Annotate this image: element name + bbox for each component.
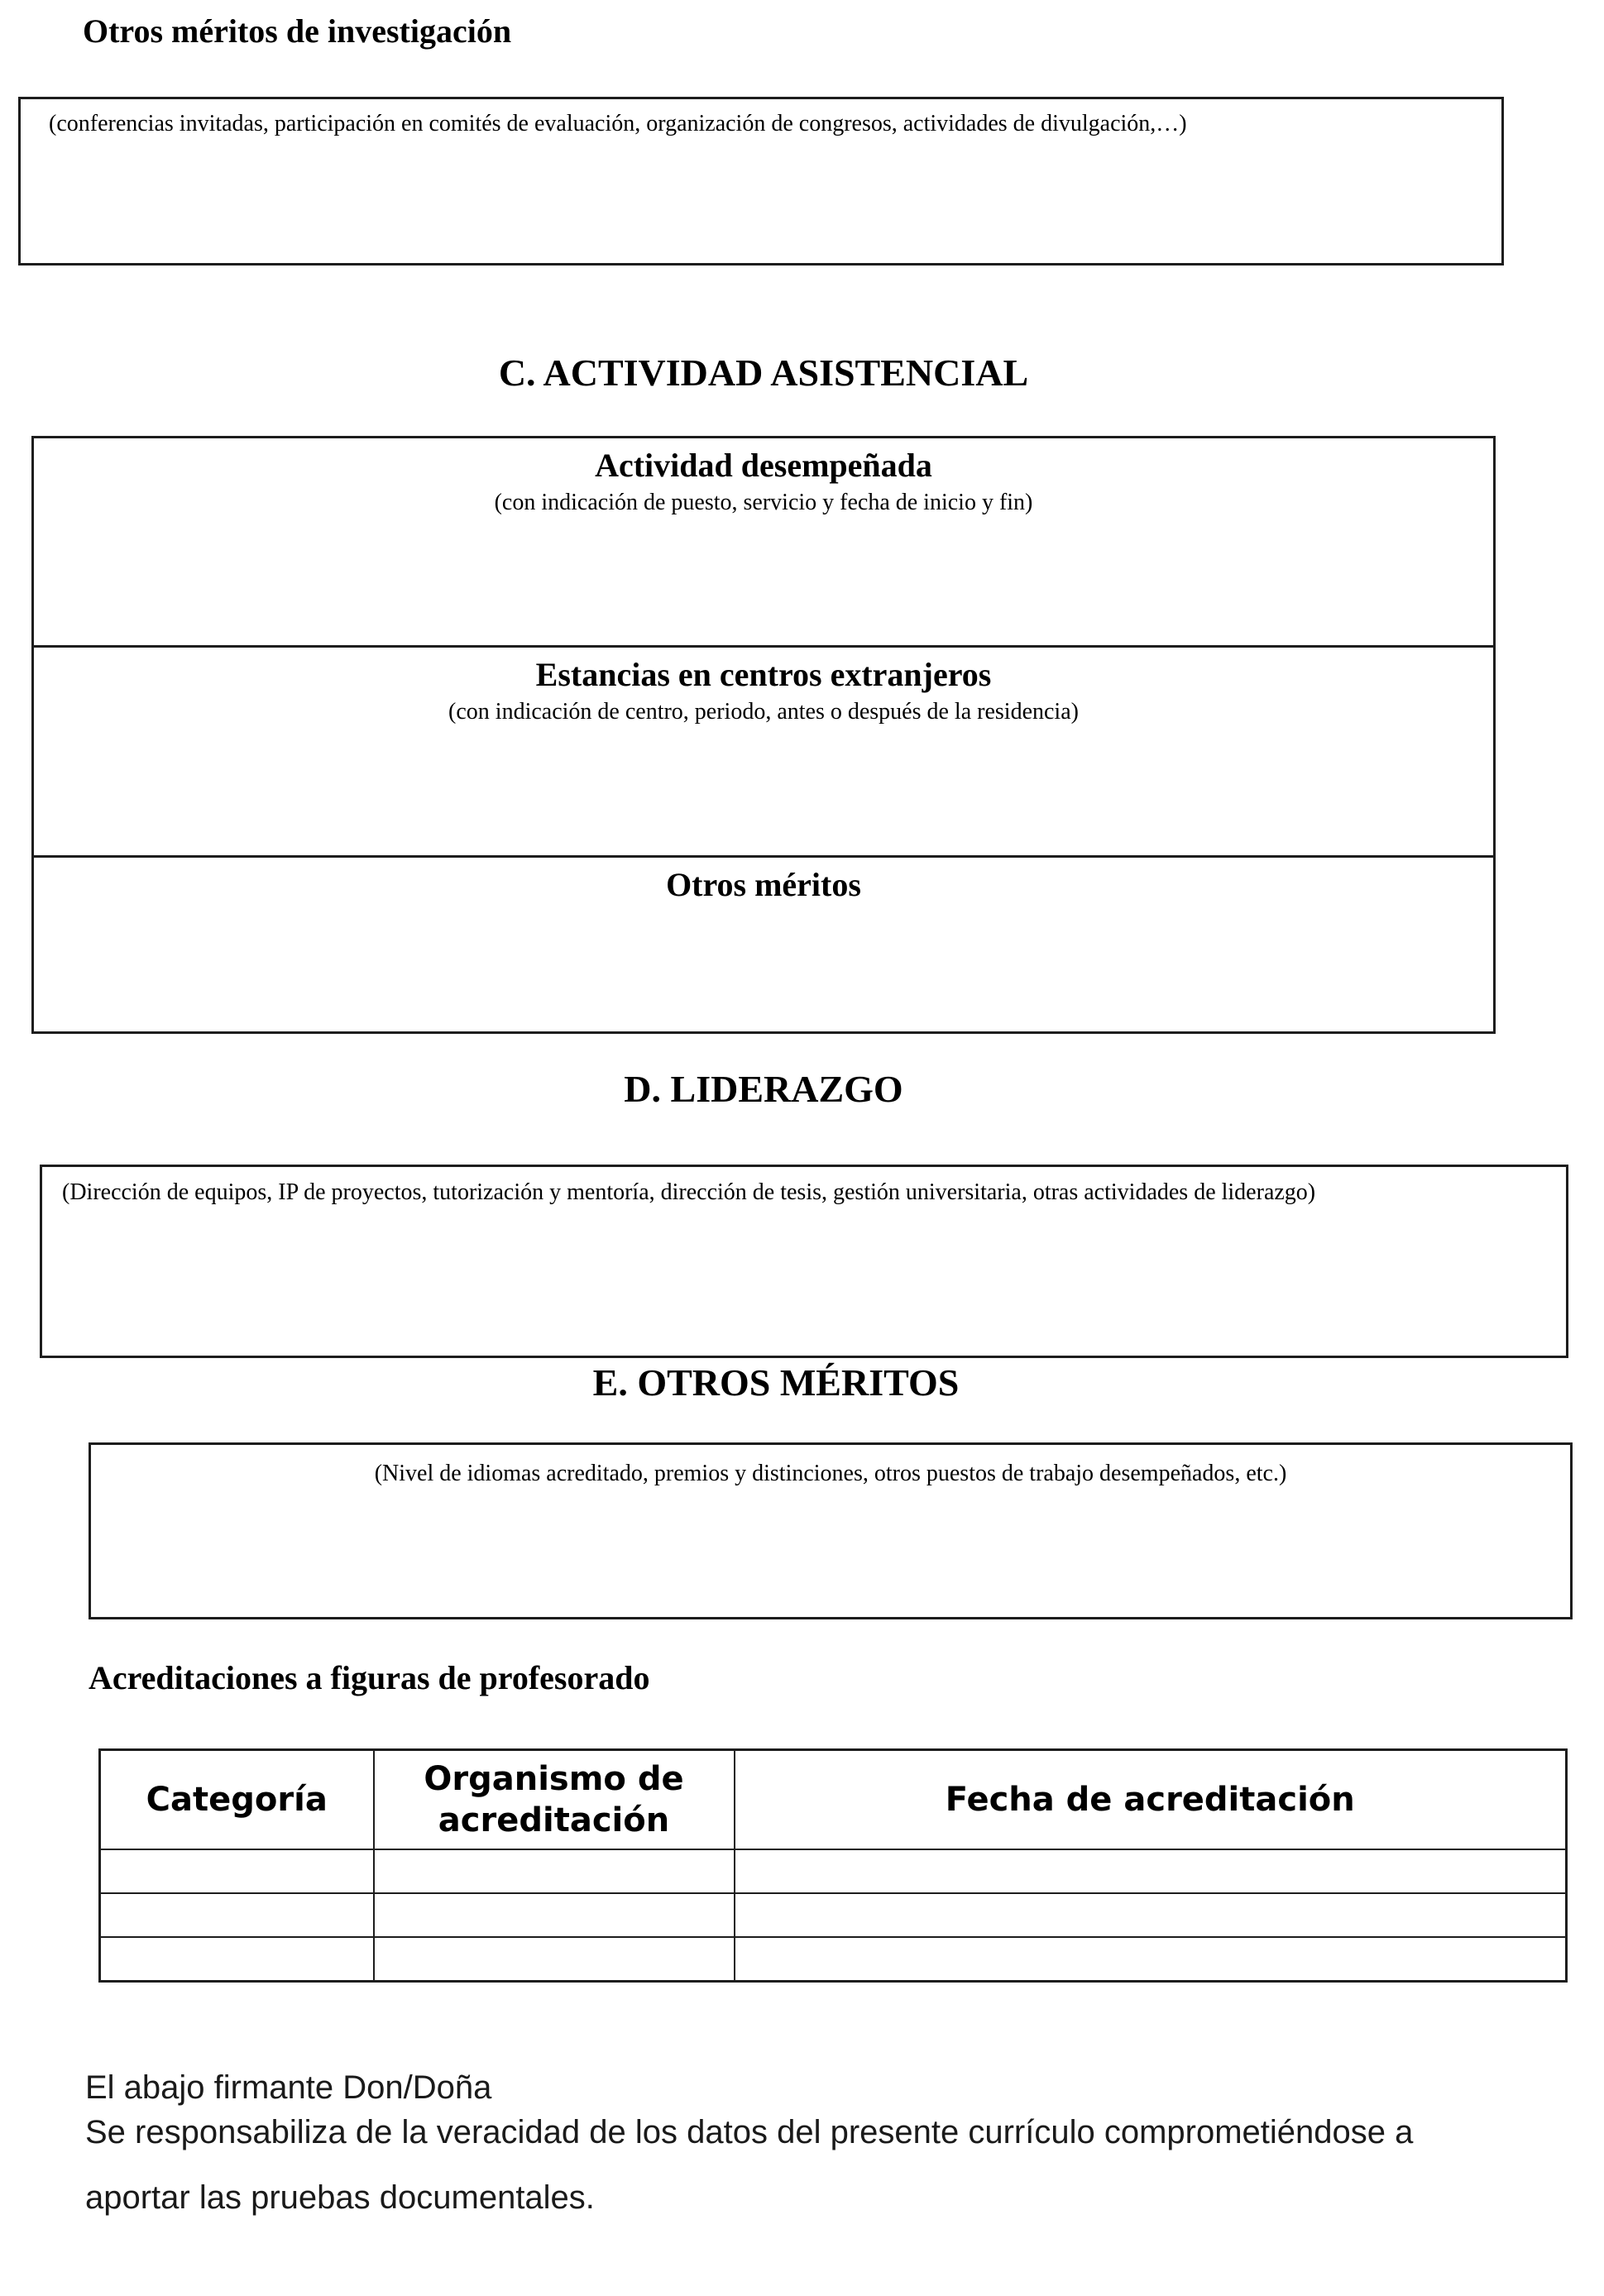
table-cell bbox=[100, 1937, 374, 1982]
otros-meritos-hint: (Nivel de idiomas acreditado, premios y distinciones, otros puestos de trabajo desempeñados, etc.) bbox=[374, 1461, 1287, 1486]
otros-meritos-box bbox=[89, 1442, 1573, 1619]
column-header-fecha: Fecha de acreditación bbox=[735, 1750, 1567, 1850]
asistencial-row-estancias bbox=[34, 648, 1493, 858]
asistencial-row-actividad bbox=[34, 438, 1493, 648]
asistencial-row-title: Actividad desempeñada bbox=[595, 447, 932, 484]
research-merits-heading: Otros méritos de investigación bbox=[83, 12, 512, 50]
asistencial-row-title: Otros méritos bbox=[666, 866, 861, 903]
accreditations-header-row bbox=[100, 1750, 1567, 1850]
table-cell bbox=[374, 1937, 735, 1982]
table-row bbox=[100, 1849, 1567, 1893]
asistencial-row-subtitle: (con indicación de centro, periodo, antes o después de la residencia) bbox=[448, 699, 1079, 725]
column-header-organismo: Organismo de acreditación bbox=[374, 1750, 735, 1850]
section-c-heading: C. ACTIVIDAD ASISTENCIAL bbox=[498, 352, 1029, 394]
liderazgo-box bbox=[40, 1165, 1568, 1358]
asistencial-row-title: Estancias en centros extranjeros bbox=[535, 656, 992, 693]
research-merits-box bbox=[18, 97, 1504, 265]
liderazgo-hint: (Dirección de equipos, IP de proyectos, tutorización y mentoría, dirección de tesis, gestión universitaria, otras actividades de liderazgo) bbox=[62, 1179, 1316, 1205]
table-cell bbox=[100, 1893, 374, 1937]
section-d-heading: D. LIDERAZGO bbox=[624, 1068, 903, 1110]
accreditations-table bbox=[98, 1748, 1568, 1983]
table-cell bbox=[100, 1849, 374, 1893]
table-cell bbox=[374, 1849, 735, 1893]
responsibility-line: Se responsabiliza de la veracidad de los datos del presente currículo comprometiéndose a bbox=[85, 2114, 1414, 2150]
table-row bbox=[100, 1937, 1567, 1982]
accreditations-heading: Acreditaciones a figuras de profesorado bbox=[89, 1659, 650, 1696]
asistencial-row-subtitle: (con indicación de puesto, servicio y fecha de inicio y fin) bbox=[494, 490, 1033, 515]
research-merits-hint: (conferencias invitadas, participación en comités de evaluación, organización de congresos, actividades de divulgación,…) bbox=[49, 111, 1187, 136]
section-e-heading: E. OTROS MÉRITOS bbox=[592, 1361, 960, 1404]
table-cell bbox=[735, 1849, 1567, 1893]
table-cell bbox=[735, 1893, 1567, 1937]
table-cell bbox=[735, 1937, 1567, 1982]
signer-line: El abajo firmante Don/Doña bbox=[85, 2069, 492, 2106]
table-cell bbox=[374, 1893, 735, 1937]
evidence-line: aportar las pruebas documentales. bbox=[85, 2179, 595, 2216]
asistencial-row-otros bbox=[34, 858, 1493, 906]
asistencial-box bbox=[31, 436, 1496, 1034]
table-row bbox=[100, 1893, 1567, 1937]
column-header-categoria: Categoría bbox=[100, 1750, 374, 1850]
